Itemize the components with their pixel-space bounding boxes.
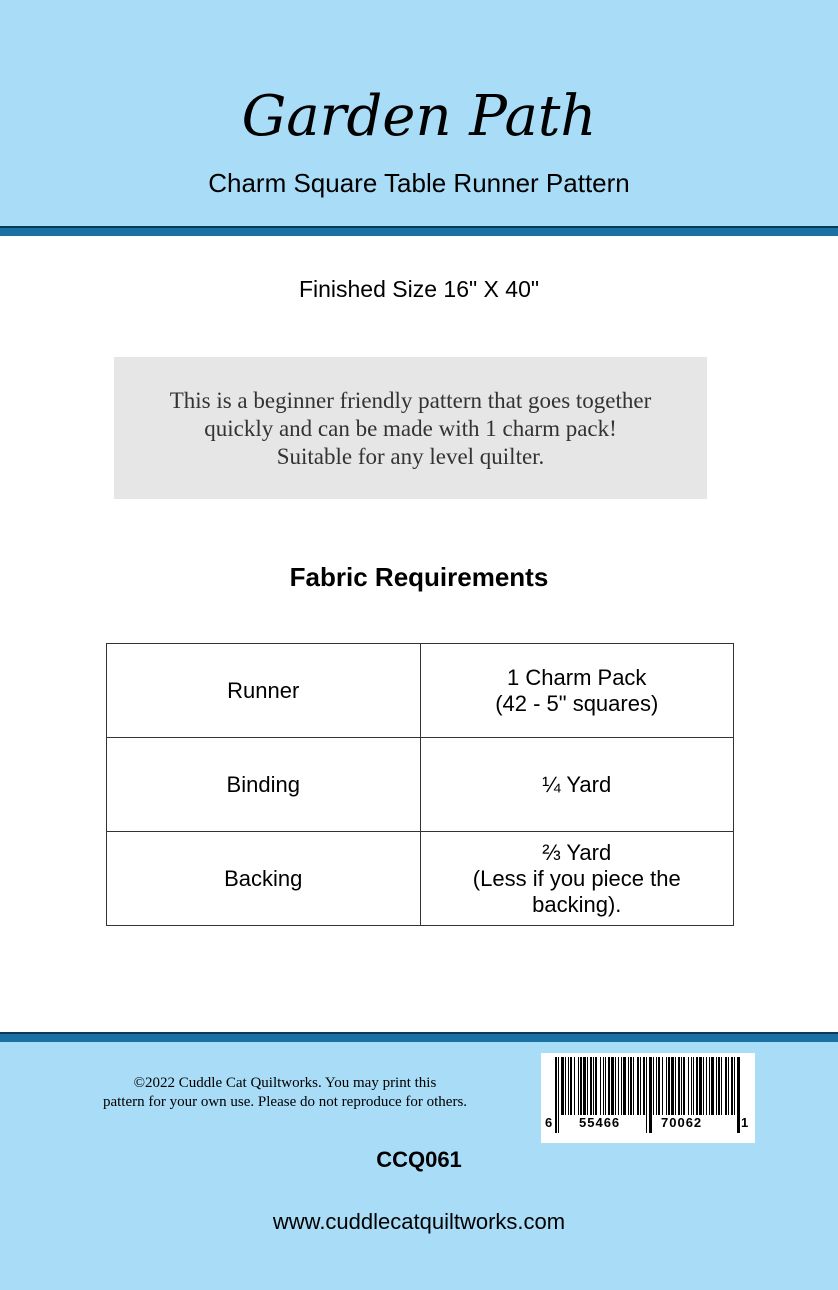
- barcode-bar: [646, 1057, 647, 1133]
- product-code: CCQ061: [376, 1147, 462, 1172]
- barcode-bar: [699, 1057, 702, 1115]
- barcode-bar: [649, 1057, 652, 1133]
- barcode-bar: [561, 1057, 564, 1115]
- barcode-bar: [595, 1057, 597, 1115]
- description-line: This is a beginner friendly pattern that goes together: [169, 388, 652, 413]
- barcode-bar: [721, 1057, 722, 1115]
- barcode-bar: [662, 1057, 663, 1115]
- barcode-bar: [558, 1057, 559, 1133]
- barcode-bar: [671, 1057, 674, 1115]
- barcode-bar: [605, 1057, 606, 1115]
- bottom-divider-band: [0, 1032, 838, 1042]
- barcode-bar: [737, 1057, 740, 1133]
- barcode-bar: [587, 1057, 588, 1115]
- requirement-amount: 1 Charm Pack (42 - 5" squares): [420, 644, 734, 738]
- barcode-group-2: 70062: [661, 1115, 703, 1130]
- barcode-bar: [565, 1057, 566, 1115]
- copyright-notice: ©2022 Cuddle Cat Quiltworks. You may print this pattern for your own use. Please do not reproduce for others.: [102, 1075, 468, 1110]
- barcode-bar: [693, 1057, 694, 1115]
- barcode-bar: [590, 1057, 592, 1115]
- barcode-bar: [658, 1057, 660, 1115]
- barcode-bar: [615, 1057, 616, 1115]
- finished-size: Finished Size 16" X 40": [298, 276, 540, 302]
- barcode-bar: [696, 1057, 698, 1115]
- top-divider-band: [0, 226, 838, 236]
- barcode-bar: [555, 1057, 557, 1133]
- barcode-bar: [630, 1057, 632, 1115]
- barcode-bar: [583, 1057, 586, 1115]
- barcode-bar: [653, 1057, 654, 1115]
- pattern-title: Garden Path: [241, 84, 597, 149]
- description-box: [114, 357, 707, 499]
- barcode-right-digit: 1: [741, 1115, 749, 1130]
- barcode-bar: [678, 1057, 680, 1115]
- description-line: quickly and can be made with 1 charm pack!: [204, 416, 617, 441]
- table-row: [107, 832, 734, 926]
- barcode-bar: [608, 1057, 610, 1115]
- header-banner: [0, 0, 838, 226]
- barcode-bars: [541, 1053, 755, 1143]
- barcode-bar: [633, 1057, 634, 1115]
- barcode-bar: [668, 1057, 670, 1115]
- requirement-amount: ¼ Yard: [420, 738, 734, 832]
- requirement-item: Runner: [107, 644, 421, 738]
- barcode-bar: [681, 1057, 682, 1115]
- barcode-bar: [593, 1057, 594, 1115]
- barcode-bar: [709, 1057, 710, 1115]
- barcode-bar: [731, 1057, 733, 1115]
- barcode-bar: [578, 1057, 579, 1115]
- barcode-bar: [580, 1057, 582, 1115]
- barcode-bar: [718, 1057, 720, 1115]
- barcode-bar: [621, 1057, 622, 1115]
- fabric-requirements-table: [106, 643, 734, 926]
- barcode-bar: [643, 1057, 645, 1115]
- website-link[interactable]: www.cuddlecatquiltworks.com: [272, 1209, 566, 1234]
- barcode-bar: [706, 1057, 707, 1115]
- barcode-bar: [703, 1057, 704, 1115]
- barcode-bar: [683, 1057, 685, 1115]
- description-line: Suitable for any level quilter.: [276, 444, 545, 469]
- barcode-bar: [688, 1057, 689, 1115]
- barcode-bar: [570, 1057, 572, 1115]
- barcode-bar: [716, 1057, 717, 1115]
- barcode-bar: [711, 1057, 714, 1115]
- barcode-bar: [728, 1057, 729, 1115]
- barcode-bar: [628, 1057, 629, 1115]
- barcode-left-digit: 6: [545, 1115, 553, 1130]
- barcode-bar: [691, 1057, 692, 1115]
- requirement-amount: ⅔ Yard (Less if you piece the backing).: [420, 832, 734, 926]
- barcode-bar: [603, 1057, 604, 1115]
- pattern-subtitle: Charm Square Table Runner Pattern: [208, 168, 630, 198]
- barcode-bar: [675, 1057, 676, 1115]
- barcode-bar: [600, 1057, 601, 1115]
- table-row: [107, 738, 734, 832]
- table-row: [107, 644, 734, 738]
- barcode-bar: [640, 1057, 641, 1115]
- requirement-item: Backing: [107, 832, 421, 926]
- footer-banner: [0, 1042, 838, 1290]
- barcode-bar: [568, 1057, 569, 1115]
- barcode-bar: [656, 1057, 657, 1115]
- barcode-bar: [725, 1057, 727, 1115]
- barcode-bar: [637, 1057, 639, 1115]
- barcode-bar: [574, 1057, 575, 1115]
- barcode-group-1: 55466: [579, 1115, 621, 1130]
- requirement-item: Binding: [107, 738, 421, 832]
- barcode-bar: [734, 1057, 735, 1115]
- barcode-bar: [611, 1057, 614, 1115]
- fabric-requirements-heading: Fabric Requirements: [289, 562, 549, 592]
- barcode: [541, 1053, 755, 1143]
- barcode-bar: [623, 1057, 626, 1115]
- barcode-bar: [666, 1057, 667, 1115]
- barcode-bar: [618, 1057, 619, 1115]
